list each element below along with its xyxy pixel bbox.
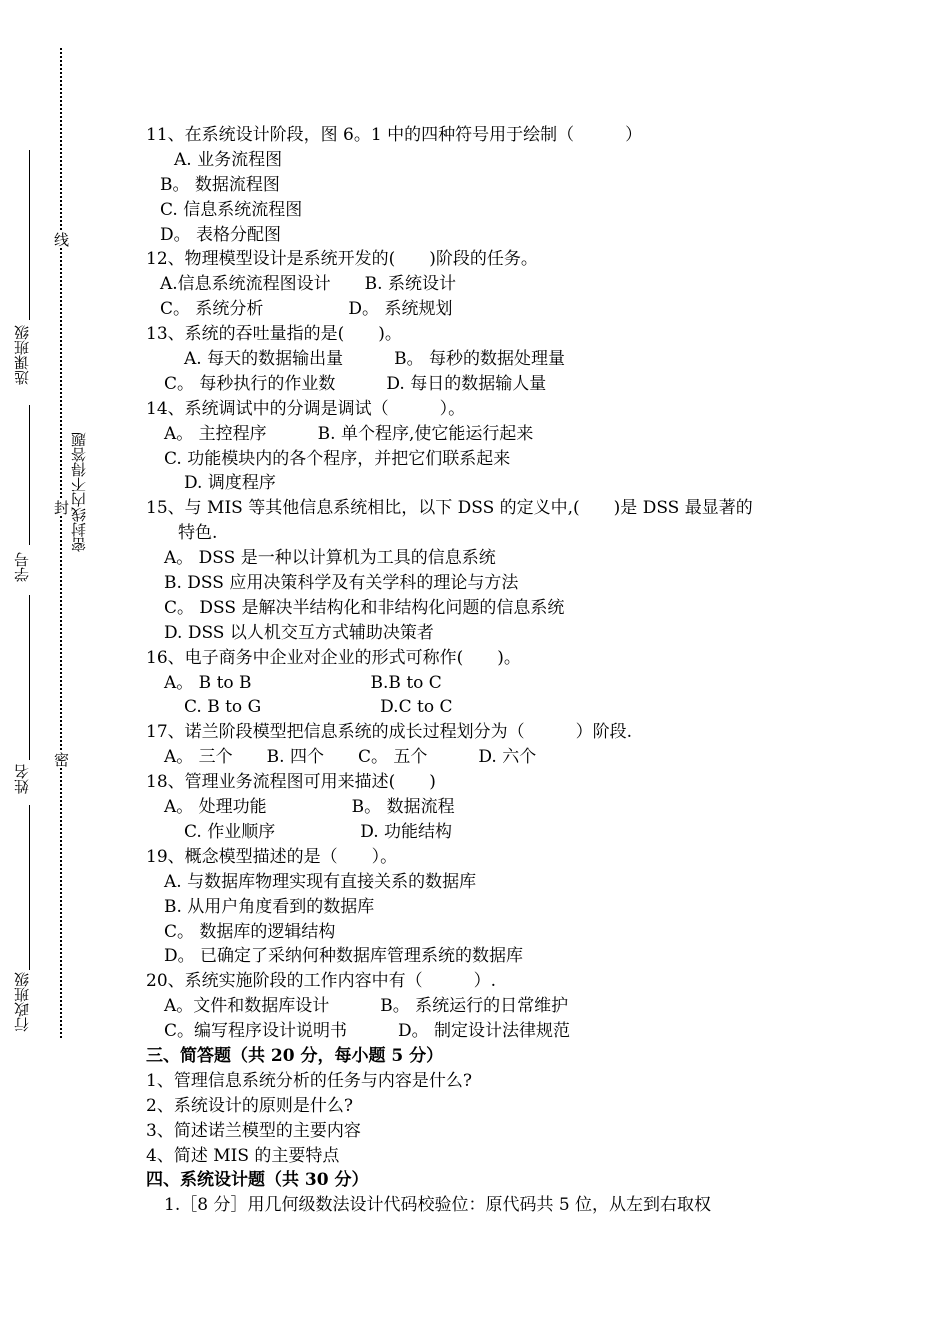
- exam-line: 13、系统的吞吐量指的是( )。: [146, 324, 402, 345]
- field-label-name: 姓名: [13, 764, 31, 794]
- seal-notice: 密封线内不得答题: [70, 432, 88, 552]
- binding-line-1: [29, 150, 30, 320]
- exam-line: 3、简述诺兰模型的主要内容: [146, 1120, 361, 1141]
- exam-line: 1、管理信息系统分析的任务与内容是什么?: [146, 1070, 472, 1091]
- exam-line: C。 系统分析 D。 系统规划: [160, 299, 453, 320]
- exam-line: C。 DSS 是解决半结构化和非结构化问题的信息系统: [164, 597, 565, 618]
- exam-line: B. DSS 应用决策科学及有关学科的理论与方法: [164, 573, 519, 594]
- seal-dotted-line: [60, 48, 62, 1038]
- exam-line: A. 与数据库物理实现有直接关系的数据库: [164, 871, 477, 892]
- exam-line: C. B to G D.C to C: [184, 697, 453, 718]
- binding-line-3: [29, 595, 30, 760]
- exam-line: C。 数据库的逻辑结构: [164, 921, 336, 942]
- exam-line: 20、系统实施阶段的工作内容中有（ ）.: [146, 971, 497, 992]
- exam-line: D. DSS 以人机交互方式辅助决策者: [164, 622, 434, 643]
- exam-line: 1.［8 分］用几何级数法设计代码校验位：原代码共 5 位，从左到右取权: [164, 1195, 712, 1216]
- exam-line: 18、管理业务流程图可用来描述( ): [146, 772, 436, 793]
- exam-line: A。 处理功能 B。 数据流程: [164, 797, 455, 818]
- binding-line-4: [29, 805, 30, 970]
- exam-content: [146, 123, 826, 1218]
- exam-line: 12、物理模型设计是系统开发的( )阶段的任务。: [146, 249, 538, 270]
- exam-line: 2、系统设计的原则是什么?: [146, 1095, 353, 1116]
- field-label-course-class: 选课班级: [13, 325, 31, 385]
- exam-line: A。文件和数据库设计 B。 系统运行的日常维护: [164, 996, 569, 1017]
- exam-line: A。 主控程序 B. 单个程序,使它能运行起来: [164, 423, 534, 444]
- exam-line: A。 B to B B.B to C: [164, 672, 442, 693]
- exam-line: A。 DSS 是一种以计算机为工具的信息系统: [164, 548, 496, 569]
- section-heading: 三、简答题（共 20 分，每小题 5 分）: [146, 1045, 444, 1066]
- exam-line: C. 功能模块内的各个程序，并把它们联系起来: [164, 448, 511, 469]
- exam-line: D。 表格分配图: [160, 224, 282, 245]
- exam-line: 16、电子商务中企业对企业的形式可称作( )。: [146, 647, 521, 668]
- exam-line: 19、概念模型描述的是（ ）。: [146, 846, 398, 867]
- exam-line: B. 从用户角度看到的数据库: [164, 896, 375, 917]
- field-label-student-id: 学号: [13, 552, 31, 582]
- exam-line: A.信息系统流程图设计 B. 系统设计: [160, 274, 456, 295]
- exam-line: A. 业务流程图: [174, 149, 283, 170]
- seal-char-seal: 封: [54, 499, 70, 517]
- exam-line: B。 数据流程图: [160, 174, 280, 195]
- seal-char-secret: 密: [54, 751, 70, 769]
- exam-line: C. 作业顺序 D. 功能结构: [184, 821, 453, 842]
- exam-line: 17、诺兰阶段模型把信息系统的成长过程划分为（ ）阶段.: [146, 722, 633, 743]
- exam-line: D。 已确定了采纳何种数据库管理系统的数据库: [164, 946, 524, 967]
- exam-line: C。 每秒执行的作业数 D. 每日的数据输人量: [164, 373, 547, 394]
- exam-line: 15、与 MIS 等其他信息系统相比，以下 DSS 的定义中,( )是 DSS 最显著的: [146, 498, 753, 519]
- exam-line: A. 每天的数据输出量 B。 每秒的数据处理量: [184, 349, 565, 370]
- exam-line: 14、系统调试中的分调是调试（ ）。: [146, 398, 466, 419]
- binding-line-2: [29, 405, 30, 545]
- exam-line: 4、简述 MIS 的主要特点: [146, 1145, 340, 1166]
- field-label-admin-class: 行政班级: [13, 972, 31, 1032]
- exam-line: C. 信息系统流程图: [160, 199, 303, 220]
- exam-line: A。 三个 B. 四个 C。 五个 D. 六个: [164, 747, 537, 768]
- exam-line: C。编写程序设计说明书 D。 制定设计法律规范: [164, 1021, 571, 1042]
- exam-line: 特色.: [178, 523, 218, 544]
- exam-line: 11、在系统设计阶段，图 6。1 中的四种符号用于绘制（ ）: [146, 125, 643, 145]
- exam-line: D. 调度程序: [184, 473, 276, 494]
- section-heading: 四、系统设计题（共 30 分）: [146, 1170, 369, 1191]
- seal-char-line: 线: [54, 231, 70, 249]
